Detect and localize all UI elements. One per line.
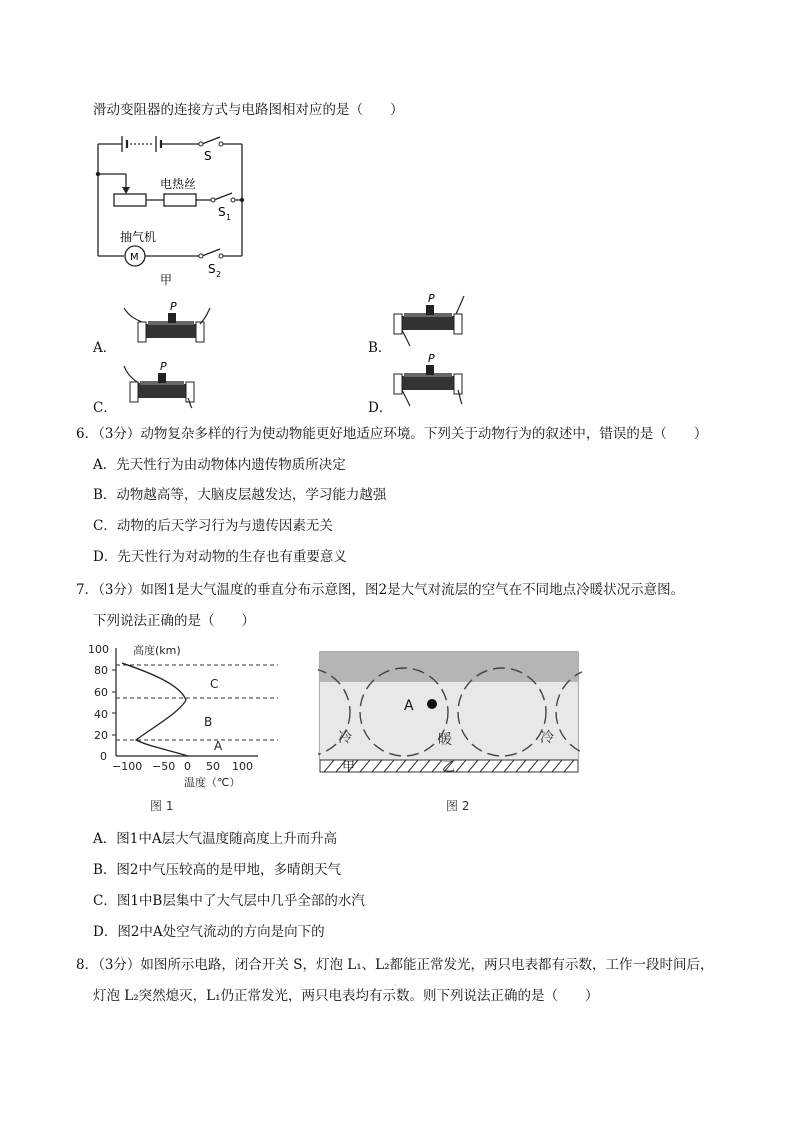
slider-p-c: P bbox=[160, 360, 167, 373]
fig2-ground-jia: 甲 bbox=[342, 760, 356, 775]
q5-option-c-label: C． bbox=[93, 400, 117, 416]
q6-option-b: B．动物越高等，大脑皮层越发达，学习能力越强 bbox=[93, 487, 387, 503]
label-s2-sub: 2 bbox=[216, 270, 222, 279]
label-switch-s: S bbox=[204, 149, 212, 163]
q6-option-d: D．先天性行为对动物的生存也有重要意义 bbox=[93, 549, 347, 565]
fig1-ylabel: 高度(km) bbox=[133, 644, 181, 657]
y-tick-20: 20 bbox=[94, 729, 108, 742]
q8-line1: 8．（3分）如图所示电路，闭合开关 S，灯泡 L₁、L₂都能正常发光，两只电表都有示数，工作一段时间后， bbox=[76, 957, 714, 973]
slider-p-d: P bbox=[428, 352, 435, 365]
y-tick-60: 60 bbox=[94, 686, 108, 699]
fig2-middle-warm: 暖 bbox=[438, 732, 452, 748]
x-tick-neg100: −100 bbox=[112, 760, 143, 773]
label-s1-sub: 1 bbox=[226, 213, 232, 222]
fig2-ground-yi: 乙 bbox=[442, 760, 456, 775]
x-tick-neg50: −50 bbox=[152, 760, 176, 773]
q7-stem-line2: 下列说法正确的是（ ） bbox=[93, 613, 255, 629]
q7-option-c: C．图1中B层集中了大气层中几乎全部的水汽 bbox=[93, 893, 365, 909]
rheostat-d-figure bbox=[390, 350, 475, 408]
fig1-caption: 图 1 bbox=[150, 799, 174, 813]
fig2-right-cold: 冷 bbox=[540, 730, 554, 746]
x-tick-100: 100 bbox=[232, 760, 253, 773]
rheostat-b-figure bbox=[390, 290, 475, 348]
circuit-caption: 甲 bbox=[160, 273, 173, 287]
q6-stem: 6．（3分）动物复杂多样的行为使动物能更好地适应环境。下列关于动物行为的叙述中，错误的是（ ） bbox=[76, 426, 708, 442]
y-tick-40: 40 bbox=[94, 708, 108, 721]
layer-c: C bbox=[210, 677, 219, 691]
q8-line2: 灯泡 L₂突然熄灭，L₁仍正常发光，两只电表均有示数。则下列说法正确的是（ ） bbox=[93, 988, 599, 1004]
y-tick-100: 100 bbox=[88, 643, 109, 656]
x-tick-50: 50 bbox=[206, 760, 220, 773]
label-switch-s2: S bbox=[208, 262, 216, 276]
fig2-caption: 图 2 bbox=[446, 799, 470, 813]
q6-option-a: A．先天性行为由动物体内遗传物质所决定 bbox=[93, 457, 346, 473]
label-heater: 电热丝 bbox=[160, 177, 197, 191]
rheostat-a-figure bbox=[118, 298, 213, 350]
slider-p-b: P bbox=[428, 292, 435, 305]
rheostat-c-figure bbox=[118, 358, 198, 410]
y-tick-0: 0 bbox=[100, 750, 107, 763]
q7-stem-line1: 7．（3分）如图1是大气温度的垂直分布示意图，图2是大气对流层的空气在不同地点冷暖状况示意图。 bbox=[76, 582, 685, 598]
layer-b: B bbox=[204, 715, 213, 729]
q5-stem: 滑动变阻器的连接方式与电路图相对应的是（ ） bbox=[93, 102, 404, 118]
label-switch-s1: S bbox=[218, 205, 226, 219]
layer-a: A bbox=[214, 739, 223, 753]
q5-option-b-label: B． bbox=[368, 340, 392, 356]
x-tick-0: 0 bbox=[184, 760, 191, 773]
q5-option-d-label: D． bbox=[368, 400, 393, 416]
label-motor: M bbox=[130, 252, 139, 263]
figure-2-convection bbox=[318, 650, 582, 816]
q7-option-b: B．图2中气压较高的是甲地，多晴朗天气 bbox=[93, 862, 342, 878]
fig2-left-cold: 冷 bbox=[338, 730, 352, 746]
q7-option-a: A．图1中A层大气温度随高度上升而升高 bbox=[93, 831, 338, 847]
circuit-diagram bbox=[88, 128, 258, 290]
y-tick-80: 80 bbox=[94, 664, 108, 677]
q6-option-c: C．动物的后天学习行为与遗传因素无关 bbox=[93, 518, 333, 534]
fig1-xlabel: 温度（℃） bbox=[184, 776, 241, 789]
fig2-point-a: A bbox=[404, 698, 414, 714]
slider-p-a: P bbox=[170, 300, 177, 313]
figure-1-temperature-profile bbox=[88, 638, 278, 820]
label-fan: 抽气机 bbox=[120, 230, 157, 244]
q5-option-a-label: A． bbox=[93, 340, 117, 356]
q7-option-d: D．图2中A处空气流动的方向是向下的 bbox=[93, 924, 325, 940]
